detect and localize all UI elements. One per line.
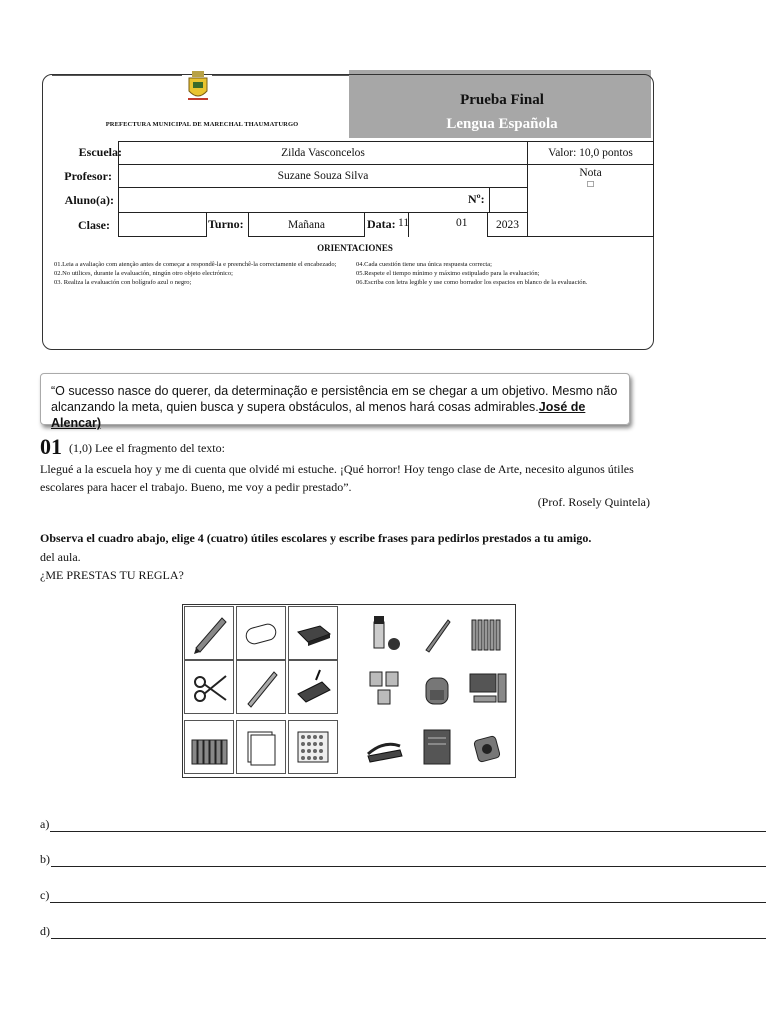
- colored-pencils-icon: [466, 612, 508, 654]
- data-month: 01: [456, 217, 468, 229]
- question-paragraph: Llegué a la escuela hoy y me di cuenta que olvidé mi estuche. ¡Qué horror! Hoy tengo clase de Arte, necesito algunos útiles escolares para hacer el trabajo. Bueno, me voy a pedir prestado”.: [40, 462, 634, 494]
- date-separator: [408, 212, 409, 237]
- supply-tile: [360, 660, 410, 714]
- data-year-field[interactable]: [487, 212, 528, 237]
- pen-nib-icon: [416, 612, 458, 654]
- nota-field[interactable]: [527, 164, 654, 237]
- answer-label: b): [40, 852, 50, 866]
- question-instruction: Observa el cuadro abajo, elige 4 (cuatro) útiles escolares y escribe frases para pedirlos prestados a tu amigo.: [40, 531, 592, 545]
- municipal-crest-icon: [186, 69, 210, 105]
- supply-tile: [288, 606, 338, 660]
- supply-tile: [462, 720, 512, 774]
- stickers-icon: [364, 666, 406, 708]
- crayons-icon: [188, 726, 230, 768]
- answer-label: c): [40, 888, 50, 902]
- exam-title: Prueba Final: [460, 92, 544, 108]
- supply-tile: [412, 720, 462, 774]
- question-extra: del aula.: [40, 550, 81, 564]
- supply-tile: [236, 660, 286, 714]
- escuela-label: Escuela:: [78, 145, 122, 159]
- escuela-field[interactable]: [118, 141, 528, 165]
- clase-label: Clase:: [78, 218, 110, 232]
- notebook-icon: [416, 726, 458, 768]
- answer-line-b[interactable]: [40, 852, 766, 867]
- orientacion-item: 02.No utilices, durante la evaluación, ningún otro objeto electrónico;: [54, 270, 233, 277]
- question-header: (1,0) Lee el fragmento del texto:: [69, 441, 225, 455]
- profesor-field[interactable]: [118, 164, 528, 188]
- backpack-icon: [416, 666, 458, 708]
- stapler-icon: [364, 726, 406, 768]
- glue-icon: [364, 612, 406, 654]
- nota-label: Nota: [579, 167, 602, 179]
- header-divider: [212, 75, 349, 76]
- exam-subject: Lengua Española: [446, 116, 558, 132]
- profesor-label: Profesor:: [64, 169, 112, 183]
- turno-label: Turno:: [208, 217, 244, 231]
- orientacion-item: 01.Leia a avaliação com atenção antes de começar a respondê-la e preenchê-la correctamente el encabezado;: [54, 261, 337, 268]
- supply-tile: [412, 606, 462, 660]
- supply-tile: [288, 660, 338, 714]
- quote-box: [40, 373, 630, 430]
- valor-field: [527, 141, 654, 165]
- question-example: ¿ME PRESTAS TU REGLA?: [40, 568, 184, 582]
- answer-line-c[interactable]: [40, 888, 766, 903]
- answer-line-a[interactable]: [40, 817, 766, 832]
- alumno-field[interactable]: [118, 187, 490, 213]
- supply-tile: [184, 606, 234, 660]
- sharpener-icon: [466, 726, 508, 768]
- pencil-case-icon: [292, 666, 334, 708]
- orientaciones-title: ORIENTACIONES: [317, 243, 393, 253]
- supply-tile: [236, 606, 286, 660]
- data-year: 2023: [496, 218, 519, 231]
- supply-tile: [412, 660, 462, 714]
- orientacion-item: 05.Respete el tiempo mínimo y máximo estipulado para la evaluación;: [356, 270, 540, 277]
- answer-label: a): [40, 817, 50, 831]
- alumno-label: Aluno(a):: [64, 193, 114, 207]
- municipality-name: PREFECTURA MUNICIPAL DE MARECHAL THAUMATURGO: [105, 121, 299, 128]
- supply-tile: [462, 606, 512, 660]
- numero-label: Nº:: [468, 192, 485, 206]
- clase-field[interactable]: [118, 212, 207, 237]
- supply-tile: [360, 606, 410, 660]
- supply-tile: [236, 720, 286, 774]
- eraser-icon: [240, 612, 282, 654]
- supply-tile: [184, 720, 234, 774]
- answer-line-d[interactable]: [40, 924, 766, 939]
- orientacion-item: 03. Realiza la evaluación con bolígrafo azul o negro;: [54, 279, 192, 286]
- computer-icon: [466, 666, 508, 708]
- orientaciones-left: [54, 260, 358, 287]
- text-credit: (Prof. Rosely Quintela): [537, 495, 650, 509]
- nota-box-icon: □: [587, 179, 594, 190]
- answer-label: d): [40, 924, 50, 938]
- orientacion-item: 04.Cada cuestión tiene una única respuesta correcta;: [356, 261, 492, 268]
- paper-icon: [240, 726, 282, 768]
- quote-text: “O sucesso nasce do querer, da determinação e persistência em se chegar a um objetivo. Mesmo não alcanzando la meta, quien busca y supera obstáculos, al menos hará cosas admirables.: [51, 384, 618, 414]
- book-icon: [292, 612, 334, 654]
- supply-tile: [184, 660, 234, 714]
- profesor-value: Suzane Souza Silva: [277, 170, 369, 182]
- orientaciones-right: [356, 260, 662, 287]
- scissors-icon: [188, 666, 230, 708]
- supply-tile: [462, 660, 512, 714]
- pencil-icon: [188, 612, 230, 654]
- data-label: Data:: [367, 217, 396, 231]
- calendar-grid-icon: [292, 726, 334, 768]
- orientacion-item: 06.Escriba con letra legible y use como borrador los espacios en blanco de la evaluación.: [356, 279, 588, 286]
- supply-tile: [288, 720, 338, 774]
- numero-field[interactable]: [489, 187, 528, 213]
- data-day: 11: [398, 217, 410, 229]
- quote-author: José de Alencar): [51, 400, 586, 430]
- turno-value: Mañana: [287, 218, 326, 231]
- question-number: 01: [40, 434, 62, 459]
- pen-icon: [240, 666, 282, 708]
- valor-value: Valor: 10,0 pontos: [548, 147, 633, 159]
- supply-tile: [360, 720, 410, 774]
- turno-field[interactable]: [248, 212, 365, 237]
- escuela-value: Zilda Vasconcelos: [281, 147, 365, 159]
- header-divider: [52, 75, 182, 76]
